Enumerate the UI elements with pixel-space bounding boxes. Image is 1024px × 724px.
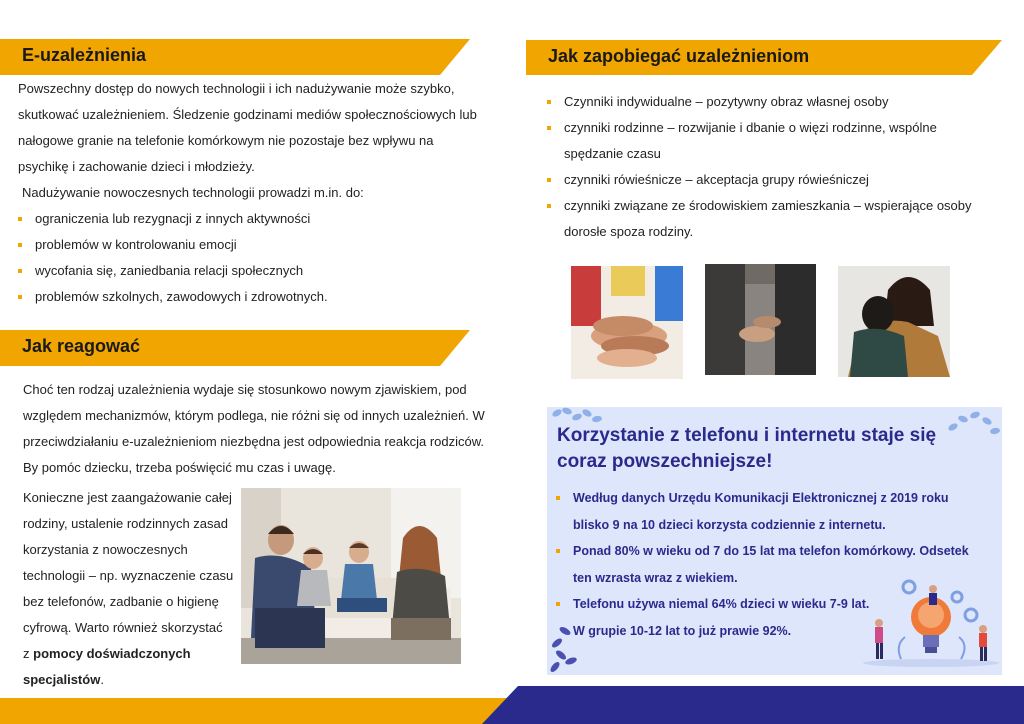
section-title: E-uzależnienia <box>22 45 147 65</box>
lead-text: Nadużywanie nowoczesnych technologii prowadzi m.in. do: <box>22 185 364 200</box>
statistics-heading: Korzystanie z telefonu i internetu staje się coraz powszechniejsze! <box>557 425 937 472</box>
text-line: bez telefonów, zadbanie o higienę <box>23 594 219 609</box>
list-item: wycofania się, zaniedbania relacji społecznych <box>18 258 478 284</box>
list-item: Ponad 80% w wieku od 7 do 15 lat ma telefon komórkowy. Odsetek ten wzrasta wraz z wiekiem. <box>556 538 986 591</box>
statistics-box <box>547 407 1002 675</box>
hands-photo-illustration <box>571 266 683 379</box>
family-photo-illustration <box>241 488 461 664</box>
jak-zapobiegac-text <box>547 89 987 245</box>
bold-text: specjalistów <box>23 672 101 687</box>
list-item: czynniki związane ze środowiskiem zamieszkania – wspierające osoby dorosłe spoza rodziny. <box>547 193 987 245</box>
hands-photo <box>571 266 683 379</box>
hug-photo-illustration <box>838 266 950 377</box>
text-prefix: z <box>23 646 34 661</box>
text-line <box>23 641 238 667</box>
text-line: rodziny, ustalenie rodzinnych zasad <box>23 516 228 531</box>
text-line: technologii – np. wyznaczenie czasu <box>23 568 234 583</box>
section-title: Jak zapobiegać uzależnieniom <box>548 46 810 66</box>
bottom-decorative-bar <box>0 686 1024 724</box>
e-uzaleznienia-text <box>18 76 478 310</box>
text-line: korzystania z nowoczesnych <box>23 542 188 557</box>
text-suffix: . <box>100 672 104 687</box>
banner-e-uzaleznienia <box>0 39 470 75</box>
section-title: Jak reagować <box>22 336 141 356</box>
paragraph: Choć ten rodzaj uzależnienia wydaje się stosunkowo nowym zjawiskiem, pod względem mechanizmów, którym podlega, nie różni się od innych uzależnień. W przeciwdziałaniu e-uzależnieniom niezbędna jest odpowiednia reakcja rodziców. By pomóc dziecku, trzeba poświęcić mu czas i uwagę. <box>23 382 485 475</box>
list-item: problemów szkolnych, zawodowych i zdrowotnych. <box>18 284 478 310</box>
support-group-photo <box>705 264 816 375</box>
lightbulb-people-illustration <box>861 575 1001 670</box>
text-line: cyfrową. Warto również skorzystać <box>23 620 223 635</box>
list-item: czynniki rodzinne – rozwijanie i dbanie o więzi rodzinne, wspólne spędzanie czasu <box>547 115 987 167</box>
banner-jak-reagowac <box>0 330 470 366</box>
jak-reagowac-text <box>23 377 485 481</box>
list-item: Według danych Urzędu Komunikacji Elektronicznej z 2019 roku blisko 9 na 10 dzieci korzysta codziennie z internetu. <box>556 485 986 538</box>
family-photo <box>241 488 461 664</box>
banner-jak-zapobiegac <box>526 40 1002 75</box>
hug-photo <box>838 266 950 377</box>
list-item: ograniczenia lub rezygnacji z innych aktywności <box>18 206 478 232</box>
list-item: Telefonu używa niemal 64% dzieci w wieku 7-9 lat. W grupie 10-12 lat to już prawie 92%. <box>556 591 873 644</box>
list-item: problemów w kontrolowaniu emocji <box>18 232 478 258</box>
jak-reagowac-column <box>23 485 238 693</box>
effects-list <box>18 206 478 310</box>
bold-text: pomocy doświadczonych <box>33 646 191 661</box>
prevention-list <box>547 89 987 245</box>
support-group-photo-illustration <box>705 264 816 375</box>
paragraph: Powszechny dostęp do nowych technologii i ich nadużywanie może szybko, skutkować uzależnieniem. Śledzenie godzinami mediów społecznościowych lub nałogowe granie na telefonie komórkowym nie pozostaje bez wpływu na psychikę i zachowanie dzieci i młodzieży. <box>18 81 477 174</box>
list-item: Czynniki indywidualne – pozytywny obraz własnej osoby <box>547 89 987 115</box>
list-item: czynniki rówieśnicze – akceptacja grupy rówieśniczej <box>547 167 987 193</box>
text-line: Konieczne jest zaangażowanie całej <box>23 490 232 505</box>
